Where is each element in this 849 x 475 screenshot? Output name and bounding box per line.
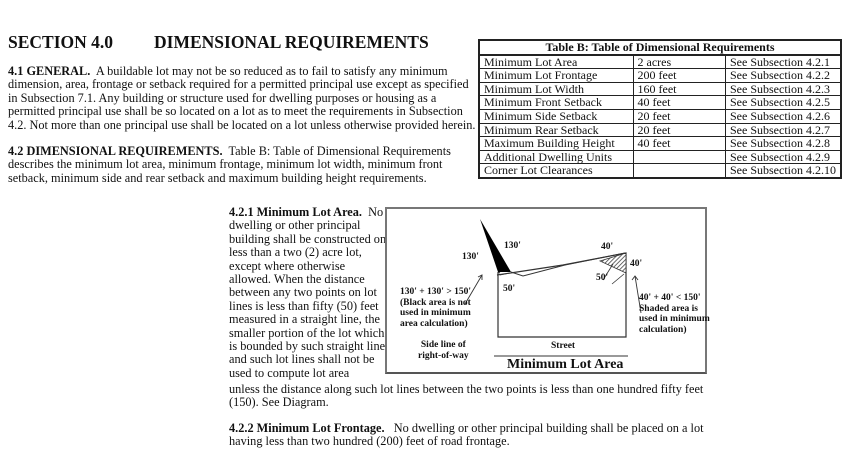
reference-cell: See Subsection 4.2.1 [726, 55, 842, 69]
minimum-lot-area-diagram [385, 207, 710, 374]
right-gap-arrow-2 [612, 274, 624, 284]
left-note-line: (Black area is not [400, 297, 471, 308]
section-title: DIMENSIONAL REQUIREMENTS [154, 32, 429, 52]
table-row [479, 69, 841, 83]
left-note-line: used in minimum [400, 308, 471, 318]
side-line-label-line: right-of-way [418, 350, 469, 361]
requirement-cell: Minimum Front Setback [479, 96, 633, 110]
requirement-cell: Minimum Lot Width [479, 82, 633, 96]
value-cell: 200 feet [633, 69, 725, 83]
dimensional-paragraph [8, 145, 478, 185]
label-right-side-top: 40' [601, 242, 614, 252]
label-right-side-edge: 40' [630, 259, 643, 269]
right-note-line: used in minimum [639, 314, 710, 324]
label-left-gap: 50' [503, 284, 516, 294]
value-cell [633, 150, 725, 164]
requirement-cell: Additional Dwelling Units [479, 150, 633, 164]
value-cell: 20 feet [633, 109, 725, 123]
diagram-title: Minimum Lot Area [507, 357, 624, 372]
value-cell: 2 acres [633, 55, 725, 69]
reference-cell: See Subsection 4.2.6 [726, 109, 842, 123]
right-note-line: Shaded area is [639, 303, 698, 314]
value-cell: 20 feet [633, 123, 725, 137]
value-cell: 40 feet [633, 137, 725, 151]
reference-cell: See Subsection 4.2.8 [726, 137, 842, 151]
left-note-line: area calculation) [400, 318, 468, 329]
label-left-side-inner: 130' [462, 252, 479, 262]
label-left-side-outer: 130' [504, 241, 521, 251]
table-row [479, 55, 841, 69]
requirement-cell: Minimum Lot Area [479, 55, 633, 69]
table-row [479, 82, 841, 96]
left-note-line: 130' + 130' > 150' [400, 287, 471, 297]
table-row [479, 164, 841, 178]
min-lot-frontage-paragraph [229, 422, 709, 449]
right-note-line: calculation) [639, 324, 687, 335]
dimensional-heading: 4.2 DIMENSIONAL REQUIREMENTS. [8, 144, 223, 158]
reference-cell: See Subsection 4.2.10 [726, 164, 842, 178]
left-note [400, 287, 471, 329]
general-heading: 4.1 GENERAL. [8, 64, 91, 78]
requirement-cell: Maximum Building Height [479, 137, 633, 151]
min-lot-area-paragraph [229, 206, 389, 380]
min-lot-frontage-heading: 4.2.2 Minimum Lot Frontage. [229, 421, 385, 435]
min-lot-area-paragraph-continued: unless the distance along such lot lines between the two points is less than one hundred fifty feet (150). See Diagram. [229, 382, 704, 410]
side-line-label-line: Side line of [420, 340, 466, 350]
min-lot-area-body: No dwelling or other principal building shall be constructed on less than a two (2) acre lot, except where otherwise allowed. When the distance between any two points on lot lines is less than fifty (50) feet measured in a straight line, the smaller portion of the lot which is bounded by such straight line and such lot lines shall not be used to compute lot area [229, 205, 387, 380]
requirement-cell: Minimum Rear Setback [479, 123, 633, 137]
right-note [639, 293, 710, 335]
reference-cell: See Subsection 4.2.3 [726, 82, 842, 96]
reference-cell: See Subsection 4.2.7 [726, 123, 842, 137]
reference-cell: See Subsection 4.2.9 [726, 150, 842, 164]
table-title: Table B: Table of Dimensional Requirements [479, 40, 841, 55]
section-number: SECTION 4.0 [8, 32, 114, 52]
general-paragraph [8, 65, 478, 132]
street-label: Street [551, 341, 576, 351]
table-row [479, 150, 841, 164]
requirement-cell: Minimum Lot Frontage [479, 69, 633, 83]
reference-cell: See Subsection 4.2.5 [726, 96, 842, 110]
dimensional-requirements-table [478, 39, 842, 179]
reference-cell: See Subsection 4.2.2 [726, 69, 842, 83]
table-row [479, 137, 841, 151]
min-lot-frontage-body: No dwelling or other principal building shall be placed on a lot having less than two hundred (200) feet of road frontage. [229, 421, 704, 449]
general-body: A buildable lot may not be so reduced as to fail to satisfy any minimum dimension, area, frontage or setback required for a permitted principal use except as specified in Subsection 7.1. Any building or structure used for dwelling purposes or housing as a permitted principal use shall be so located on a lot as to meet the requirements in Subsection 4.2. Not more than one principal use shall be located on a lot unless otherwise provided herein. [8, 64, 476, 132]
min-lot-area-heading: 4.2.1 Minimum Lot Area. [229, 205, 362, 219]
section-heading [8, 32, 429, 53]
table-row [479, 109, 841, 123]
dimensional-body: Table B: Table of Dimensional Requirements describes the minimum lot area, minimum frontage, minimum lot width, minimum front setback, minimum side and rear setback and maximum building height requirements. [8, 144, 451, 185]
requirement-cell: Minimum Side Setback [479, 109, 633, 123]
table-row [479, 96, 841, 110]
label-right-gap: 50' [596, 273, 609, 283]
right-note-line: 40' + 40' < 150' [639, 293, 701, 303]
value-cell: 40 feet [633, 96, 725, 110]
table-row [479, 123, 841, 137]
side-line-label [418, 340, 469, 361]
value-cell [633, 164, 725, 178]
requirement-cell: Corner Lot Clearances [479, 164, 633, 178]
value-cell: 160 feet [633, 82, 725, 96]
